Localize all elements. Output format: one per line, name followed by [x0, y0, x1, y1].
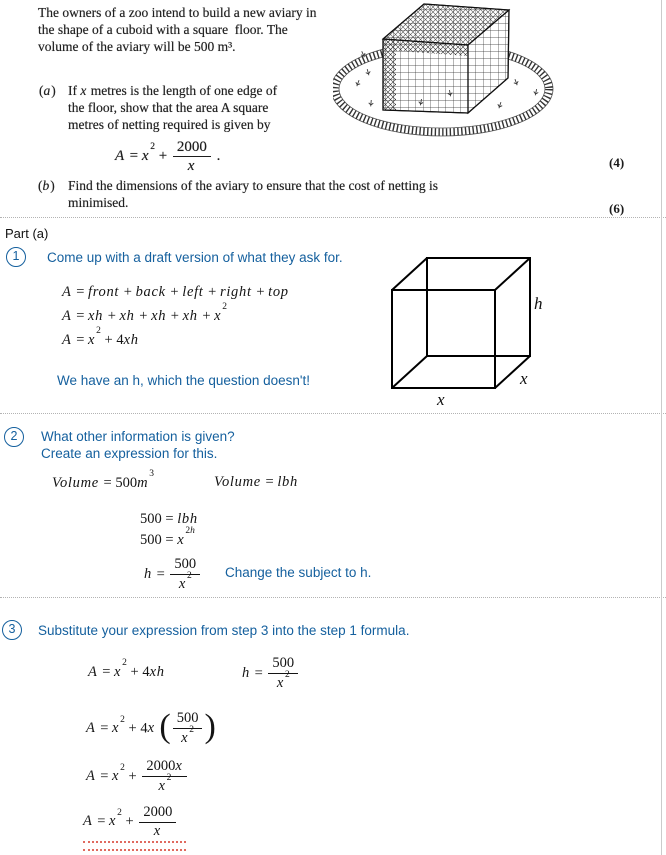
step-2-note: Change the subject to h. [225, 565, 372, 580]
step-2-equation: h = $\frac{500}{x^2}$ [144, 557, 202, 593]
question-formula: $A = x^2$ + $\frac{2000}{x}$ . [115, 139, 221, 175]
aviary-figure [333, 2, 558, 140]
step-2-equation: Volume = lbh [214, 474, 298, 490]
cube-depth-label: x [520, 369, 528, 388]
step-3-badge: 3 [2, 620, 22, 640]
step-1-heading: Come up with a draft version of what they ask for. [47, 250, 343, 265]
question-prose-line: the shape of a cuboid with a square floor. The [38, 22, 288, 37]
answer-emphasis-underline [83, 841, 186, 851]
part-b-line: minimised. [68, 195, 129, 210]
section-divider [0, 413, 666, 414]
marks-badge-a: (4) [609, 155, 625, 170]
step-3-equation: $A = x^2$ + $\frac{2000}{x}$ [83, 805, 178, 839]
step-2-heading-line: What other information is given? [41, 429, 235, 444]
step-2-heading-line: Create an expression for this. [41, 446, 218, 461]
part-b-label: (b) [38, 178, 55, 193]
section-divider [0, 597, 666, 598]
cuboid-sketch [385, 250, 555, 410]
step-1-equation: A = front + back + left + right + top [62, 284, 289, 300]
page-right-border [661, 0, 662, 855]
part-a-label: (a) [39, 83, 56, 98]
step-3-equation: $A = x^2$ + $\frac{2000x}{x^2}$ [86, 759, 189, 795]
part-a-line: the floor, show that the area A square [68, 100, 269, 115]
part-b-line: Find the dimensions of the aviary to ensure that the cost of netting is [68, 178, 439, 193]
part-a-heading: Part (a) [5, 226, 49, 241]
step-3-heading: Substitute your expression from step 3 into the step 1 formula. [38, 623, 410, 638]
question-prose-line: The owners of a zoo intend to build a new aviary in [38, 5, 317, 20]
step-2-equation: $500 = x^{2h}$ [140, 526, 196, 548]
step-3-equation: h = $\frac{500}{x^2}$ [242, 656, 300, 692]
step-1-equation: $A = x^2 + 4xh$ [62, 326, 139, 348]
part-a-line: metres of netting required is given by [68, 117, 271, 132]
step-2-equation: Volume = $500m^3$ [52, 469, 154, 491]
section-divider [0, 217, 666, 218]
part-a-line: If x metres is the length of one edge of [68, 83, 278, 98]
step-1-equation: A = xh + xh + xh + xh + $x^2$ [62, 302, 228, 324]
step-2-equation: 500 = lbh [140, 511, 198, 527]
marks-badge-b: (6) [609, 201, 625, 216]
step-3-equation: $A = x^2 + 4x$ ( $\frac{500}{x^2}$ ) [86, 707, 216, 747]
question-prose-line: volume of the aviary will be 500 m³. [38, 39, 236, 54]
step-2-badge: 2 [4, 427, 24, 447]
cube-width-label: x [437, 390, 445, 409]
step-3-equation: $A = x^2 + 4xh$ [88, 658, 165, 680]
cube-height-label: h [534, 294, 543, 313]
step-1-badge: 1 [6, 247, 26, 267]
step-1-note: We have an h, which the question doesn't! [57, 373, 310, 388]
